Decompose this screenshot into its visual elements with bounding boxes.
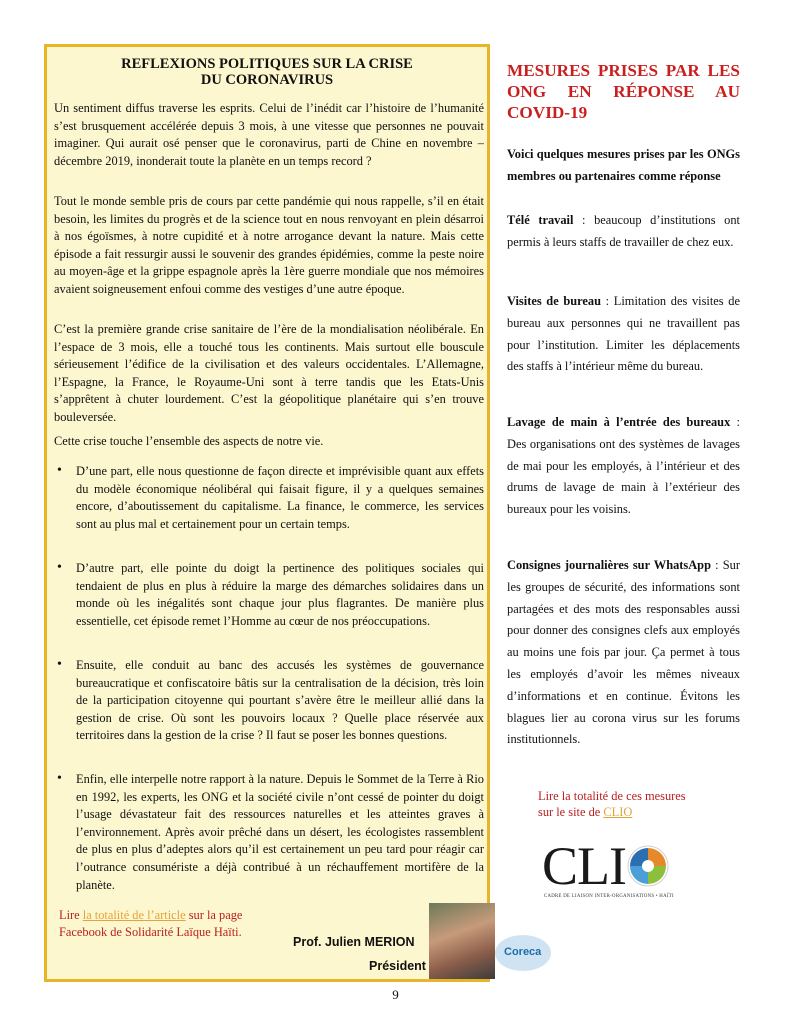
read-prefix: Lire [59, 908, 80, 922]
clio-link[interactable]: CLIO [603, 805, 633, 819]
measure-heading: Consignes journalières sur WhatsApp [507, 558, 711, 572]
measure-item [507, 291, 740, 378]
page-number: 9 [392, 987, 399, 1002]
measures-title: MESURES PRISES PAR LES ONG EN RÉPONSE AU COVID-19 [507, 61, 740, 122]
clio-read-prefix: sur le site de [538, 805, 601, 819]
bullet-text: D’une part, elle nous questionne de façon directe et imprévisible quant aux effets du modèle économique néolibéral qui faisait figure, il y a quelques semaines encore, d’aboutissement du capitalisme. La finance, le commerce, les services sont au plus mal et certainement pour un certain temps. [76, 464, 484, 531]
measure-text: : beaucoup d’institutions ont permis à leurs staffs de travailler de chez eux. [507, 213, 741, 249]
paragraph-2: Tout le monde semble pris de cours par cette pandémie qui nous rappelle, s’il en était besoin, les limites du progrès et de la science tout en nous renvoyant en plein désarroi à nos égoïsmes, à notre cupidité et à notre arrogance devant la nature. Mais cette épisode a fait ressurgir aussi le souvenir des grandes épidémies, comme la peste noire au moyen-âge et la grippe espagnole après la 1ère guerre mondiale que nos mémoires avaient soigneusement enfoui comme des vestiges d’une autre époque. [54, 194, 484, 296]
bullet-icon: • [57, 560, 62, 575]
author-role: Président [369, 959, 426, 973]
bullet-text: D’autre part, elle pointe du doigt la pertinence des politiques sociales qui tendaient de plus en plus à réduire la marge des démarches solidaires dans un monde où les inégalités sont chaque jour plus flagrantes. De manière plus essentielle, cet épisode remet l’Homme au cœur de nos préoccupations. [76, 561, 484, 628]
read-suffix: sur la page [188, 908, 243, 922]
clio-wordmark: CLI [542, 838, 670, 894]
clio-logo [542, 838, 702, 908]
measure-item [507, 555, 740, 751]
measure-item [507, 412, 740, 521]
clio-read-line-2 [538, 805, 632, 820]
measure-text: : Des organisations ont des systèmes de lavages de mai pour les employés, à l’intérieur et des drums de lavage de main à l’extérieur des bureaux pour les voisins. [507, 415, 740, 517]
bullet-icon: • [57, 463, 62, 478]
coreca-logo-text: Coreca [504, 946, 542, 958]
bullet-icon: • [57, 657, 62, 672]
coreca-logo [495, 935, 551, 971]
article-link[interactable]: la totalité de l’article [82, 908, 186, 922]
author-name: Prof. Julien MERION [293, 935, 415, 949]
measure-text: : Sur les groupes de sécurité, des informations sont partagées et des mots des responsables aussi pour donner des consignes clefs aux employés au moins une fois par jour. Ça permet à tous les employés d’avoir les mêmes niveaux d’informations et en continue. Évitons les blagues lier au corona virus sur les forums institutionnels. [507, 558, 740, 747]
article-panel [44, 44, 490, 982]
paragraph-1: Un sentiment diffus traverse les esprits. Celui de l’inédit car l’histoire de l’humanité s’est brusquement accélérée depuis 3 mois, à une vitesse que personnes ne pouvait imaginer. Qui aurait osé penser que le coronavirus, parti de Chine en novembre –décembre 2019, inonderait toute la planète en un temps record ? [54, 101, 484, 168]
paragraph-3: C’est la première grande crise sanitaire de l’ère de la mondialisation néolibérale. En l’espace de 3 mois, elle a touché tous les continents. Mais surtout elle bouscule sérieusement l’édifice de la civilisation et des valeurs occidentales. L’Allemagne, l’Espagne, la France, le Royaume-Uni sont à terre tandis que les Etats-Unis s’apprêtent à chuter lourdement. C’est la géopolitique planétaire qui s’en trouve bouleversée. [54, 322, 484, 424]
measure-heading: Télé travail [507, 213, 574, 227]
clio-read-line-1: Lire la totalité de ces mesures [538, 789, 686, 803]
author-photo [429, 903, 495, 979]
measure-item [507, 210, 740, 254]
read-line-2: Facebook de Solidarité Laïque Haïti. [59, 925, 242, 939]
clio-tagline: CADRE DE LIAISON INTER-ORGANISATIONS • HAÏTI [544, 894, 674, 899]
bullet-text: Ensuite, elle conduit au banc des accusés les systèmes de gouvernance bureaucratique et confiscatoire bâtis sur la centralisation de la décision, très loin de la participation citoyenne qui pourtant s’avère être le meilleur allié dans la gestion de crise. Où sont les pouvoirs locaux ? Quelle place réservée aux territoires dans la gestion de la crise ? Il faut se poser les bonnes questions. [76, 658, 484, 743]
article-title [47, 56, 487, 88]
paragraph-4: Cette crise touche l’ensemble des aspects de notre vie. [54, 434, 324, 448]
bullet-icon: • [57, 771, 62, 786]
measure-heading: Lavage de main à l’entrée des bureaux [507, 415, 731, 429]
read-article-note [59, 907, 242, 941]
title-line-1: REFLEXIONS POLITIQUES SUR LA CRISE [121, 56, 413, 72]
title-line-2: DU CORONAVIRUS [200, 72, 334, 88]
bullet-text: Enfin, elle interpelle notre rapport à la nature. Depuis le Sommet de la Terre à Rio en 1992, les experts, les ONG et la société civile n’ont cessé de pointer du doigt l’usage dévastateur fait des ressources naturelles et les atteintes graves à l’environnement. Après avoir prêché dans un désert, les écologistes rassemblent de plus en plus d’adeptes alors qu’il est certainement un peu tard pour réagir car l’outrance consumériste a déjà contribué à un réchauffement mortifère de la planète. [76, 772, 484, 892]
measure-text: : Limitation des visites de bureau aux personnes qui ne travaillent pas pour l’institution. Limiter les déplacements des staffs à l’intérieur même du bureau. [507, 294, 740, 374]
measures-intro: Voici quelques mesures prises par les ONGs membres ou partenaires comme réponse [507, 147, 740, 183]
clio-o-icon [626, 844, 670, 888]
measure-heading: Visites de bureau [507, 294, 602, 308]
